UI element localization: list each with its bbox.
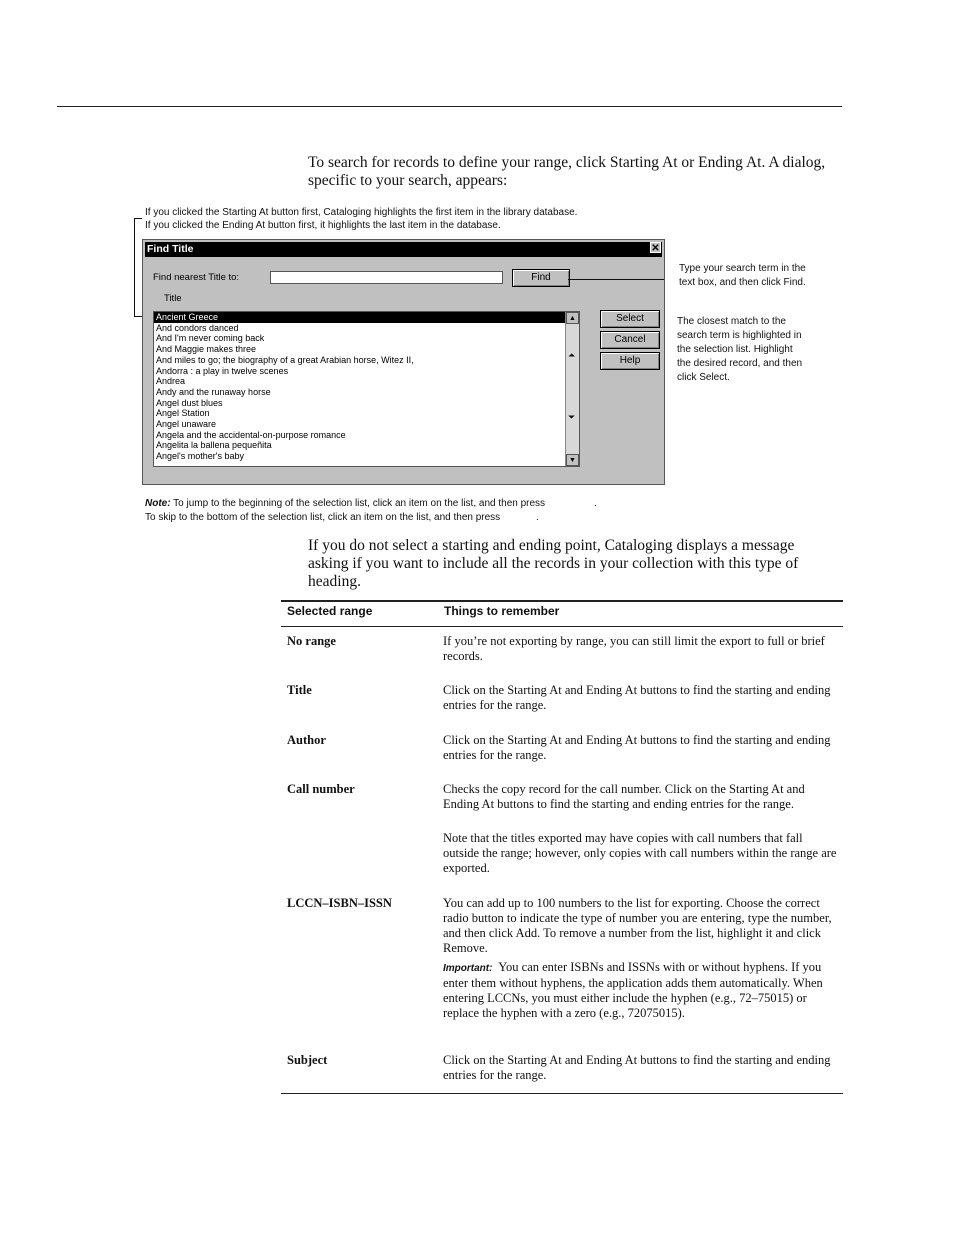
page-up-icon[interactable]: ⏶	[568, 350, 576, 360]
header-rule	[57, 106, 842, 107]
row-text-no-range: If you’re not exporting by range, you can still limit the export to full or brief records.	[443, 634, 825, 663]
callout-bracket	[134, 218, 135, 316]
note-line1-end: .	[594, 498, 597, 509]
note-line2-end: .	[536, 512, 539, 523]
table-header-range: Selected range	[287, 604, 373, 618]
list-item[interactable]: Angel dust blues	[156, 397, 223, 408]
row-label-call-number: Call number	[287, 782, 355, 796]
note-line2: To skip to the bottom of the selection list, click an item on the list, and then press	[145, 512, 501, 523]
list-scrollbar[interactable]	[565, 312, 579, 466]
row-text-call-number: Checks the copy record for the call number. Click on the Starting At and Ending At buttons to find the starting and ending entries for the range.	[443, 782, 805, 811]
callout-bracket-tick	[134, 218, 142, 219]
note-line1	[145, 497, 745, 511]
find-button[interactable]: Find	[512, 269, 570, 287]
close-icon[interactable]: ✕	[651, 243, 660, 254]
search-input[interactable]	[270, 271, 503, 284]
page-down-icon[interactable]: ⏷	[568, 412, 576, 422]
callout-highlight-last: If you clicked the Ending At button first, it highlights the last item in the database.	[145, 220, 501, 231]
row-label-lccn: LCCN–ISBN–ISSN	[287, 896, 392, 910]
row-label-no-range: No range	[287, 634, 336, 648]
list-item[interactable]: Angelita la ballena pequeñita	[156, 440, 272, 451]
callout-find-leader	[568, 279, 664, 280]
note-text1: To jump to the beginning of the selection list, click an item on the list, and then press	[173, 498, 546, 509]
table-header-remember: Things to remember	[444, 604, 560, 618]
help-button[interactable]: Help	[600, 352, 660, 370]
dialog-titlebar	[145, 242, 662, 257]
table-top-rule	[281, 600, 843, 602]
list-item[interactable]: Ancient Greece	[154, 312, 580, 323]
cancel-button[interactable]: Cancel	[600, 331, 660, 349]
callout-select-line5: click Select.	[677, 372, 730, 383]
list-item[interactable]: Angela and the accidental-on-purpose romance	[156, 429, 346, 440]
row-text-lccn-important	[443, 960, 839, 1021]
important-text: You can enter ISBNs and ISSNs with or without hyphens. If you enter them without hyphens, the application adds them automatically. When entering LCCNs, you must either include the hyphen (e.g., 72–75015) or replace the hyphen with a zero (e.g., 72075015).	[443, 960, 823, 1020]
row-text-subject: Click on the Starting At and Ending At buttons to find the starting and ending entries for the range.	[443, 1053, 831, 1082]
row-label-title: Title	[287, 683, 312, 697]
title-column-header: Title	[164, 293, 182, 304]
row-text-title: Click on the Starting At and Ending At buttons to find the starting and ending entries for the range.	[443, 683, 831, 712]
list-item[interactable]: Andy and the runaway horse	[156, 386, 271, 397]
callout-highlight-first: If you clicked the Starting At button first, Cataloging highlights the first item in the library database.	[145, 207, 578, 218]
list-item[interactable]: And Maggie makes three	[156, 344, 257, 355]
selection-list[interactable]	[153, 311, 580, 467]
select-button[interactable]: Select	[600, 310, 660, 328]
list-item[interactable]: And miles to go; the biography of a great Arabian horse, Witez II,	[156, 354, 414, 365]
callout-find-line1: Type your search term in the	[679, 263, 806, 274]
row-text-lccn: You can add up to 100 numbers to the list for exporting. Choose the correct radio button to indicate the type of number you are entering, type the number, and then click Add. To remove a number from the list, highlight it and click Remove.	[443, 896, 832, 955]
table-header-rule	[281, 626, 843, 627]
list-item[interactable]: And I'm never coming back	[156, 333, 265, 344]
list-item[interactable]: Angel's mother's baby	[156, 451, 244, 462]
callout-select-line4: the desired record, and then	[677, 358, 803, 369]
find-nearest-label: Find nearest Title to:	[153, 272, 240, 283]
callout-select-line3: the selection list. Highlight	[677, 344, 793, 355]
note-label: Note:	[145, 498, 171, 509]
callout-select-line2: search term is highlighted in	[677, 330, 802, 341]
row-text-call-number-note: Note that the titles exported may have copies with call numbers that fall outside the range; however, only copies with call numbers within the range are exported.	[443, 831, 837, 875]
paragraph-no-range: If you do not select a starting and ending point, Cataloging displays a message asking if you want to include all the records in your collection with this type of heading.	[308, 537, 799, 590]
callout-find-line2: text box, and then click Find.	[679, 277, 806, 288]
table-bottom-rule	[281, 1093, 843, 1094]
list-item[interactable]: Angel Station	[156, 408, 210, 419]
callout-select-line1: The closest match to the	[677, 316, 786, 327]
row-text-author: Click on the Starting At and Ending At buttons to find the starting and ending entries for the range.	[443, 733, 831, 762]
list-item[interactable]: Andrea	[156, 376, 186, 387]
important-label: Important:	[443, 963, 493, 974]
row-label-author: Author	[287, 733, 326, 747]
scroll-down-icon[interactable]: ▼	[566, 454, 579, 466]
row-label-subject: Subject	[287, 1053, 328, 1067]
list-item[interactable]: Andorra : a play in twelve scenes	[156, 365, 289, 376]
scroll-up-icon[interactable]: ▲	[566, 312, 579, 324]
intro-paragraph: To search for records to define your range, click Starting At or Ending At. A dialog, specific to your search, appears:	[308, 154, 826, 189]
dialog-title: Find Title	[147, 243, 194, 255]
find-title-dialog	[142, 239, 665, 485]
list-item[interactable]: And condors danced	[156, 322, 239, 333]
list-item[interactable]: Angel unaware	[156, 419, 217, 430]
